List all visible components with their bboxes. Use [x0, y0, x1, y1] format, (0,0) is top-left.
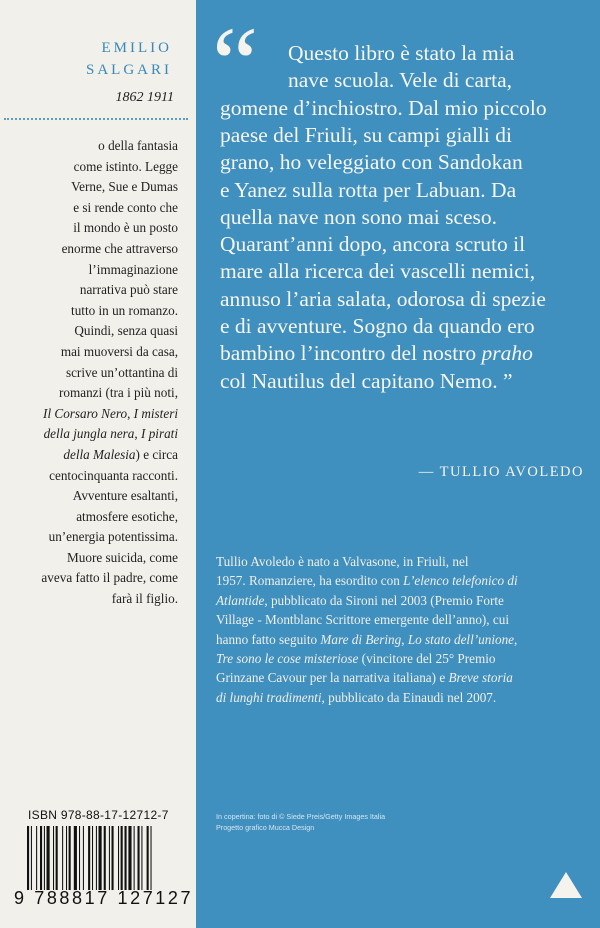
about-text: hanno fatto seguito	[216, 631, 321, 647]
quote-line: col Nautilus del capitano Nemo. ”	[220, 369, 513, 393]
barcode-bar	[121, 826, 123, 890]
about-title: L’elenco telefonico di	[403, 573, 518, 589]
about-title: Atlantide	[216, 592, 265, 608]
barcode-bar	[141, 826, 142, 890]
bio-line: farà il figlio.	[111, 591, 178, 607]
bio-line: Muore suicida, come	[67, 549, 178, 565]
barcode-bar	[151, 826, 152, 890]
bio-line: Il Corsaro Nero, I misteri	[43, 405, 178, 421]
barcode-bar	[36, 826, 37, 890]
barcode-bar	[44, 826, 45, 890]
bio-line: narrativa può stare	[79, 282, 178, 298]
bio-line: scrive un’ottantina di	[65, 364, 178, 380]
about-title: di lunghi tradimenti	[216, 689, 322, 705]
bio-line: Quindi, senza quasi	[74, 323, 178, 339]
barcode-bar	[125, 826, 127, 890]
quote-line: grano, ho veleggiato con Sandokan	[220, 150, 523, 174]
barcode	[26, 826, 186, 890]
bio-text: ) e circa	[135, 446, 178, 462]
quote-line: e di avventure. Sogno da quando ero	[220, 314, 535, 338]
credit-line: Progetto grafico Mucca Design	[216, 822, 315, 832]
about-text: ,	[514, 631, 518, 647]
bio-line: l’immaginazione	[88, 261, 178, 277]
barcode-bar	[92, 826, 93, 890]
barcode-bar	[147, 826, 149, 890]
bio-line: mai muoversi da casa,	[60, 343, 178, 359]
about-line	[216, 571, 584, 590]
quote-line: paese del Friuli, su campi gialli di	[220, 123, 512, 147]
quote-line: annuso l’aria salata, odorosa di spezie	[220, 287, 546, 311]
author-last-name: SALGARI	[85, 62, 172, 78]
bio-line: Verne, Sue e Dumas	[71, 179, 178, 195]
barcode-bar	[96, 826, 97, 890]
left-column	[0, 0, 196, 928]
bio-title: I pirati	[141, 426, 178, 442]
barcode-bar	[83, 826, 84, 890]
barcode-bar	[88, 826, 90, 890]
barcode-bar	[104, 826, 106, 890]
barcode-bar	[69, 826, 71, 890]
about-line: Tullio Avoledo è nato a Valvasone, in Friuli, nel	[216, 554, 469, 569]
author-years: 1862 1911	[115, 90, 174, 105]
isbn-label: ISBN 978-88-17-12712-7	[28, 808, 169, 822]
about-title: Tre sono le cose misteriose	[216, 651, 359, 667]
barcode-bar	[99, 826, 102, 890]
barcode-bar	[27, 826, 29, 890]
bio-line: Avventure esaltanti,	[72, 488, 178, 504]
barcode-bar	[66, 826, 67, 890]
about-text: ,	[401, 631, 408, 647]
bio-line: il mondo è un posto	[73, 220, 178, 236]
about-title: Mare di Bering	[320, 631, 402, 647]
publisher-triangle-logo-icon	[550, 872, 582, 898]
bio-line: enorme che attraverso	[61, 240, 178, 256]
bio-line: un’energia potentissima.	[48, 529, 178, 545]
dotted-divider	[4, 118, 188, 120]
about-line	[216, 630, 584, 649]
bio-title: I misteri	[133, 405, 178, 421]
quote-line: Quarant’anni dopo, ancora scruto il	[220, 232, 526, 256]
quote-line: Questo libro è stato la mia	[288, 41, 515, 65]
bio-title: Il Corsaro Nero	[43, 405, 128, 421]
barcode-bar	[40, 826, 42, 890]
bio-line: tutto in un romanzo.	[71, 302, 178, 318]
bio-line: atmosfere esotiche,	[76, 508, 178, 524]
quote-line: e Yanez sulla rotta per Labuan. Da	[220, 178, 517, 202]
bio-title: della jungla nera	[43, 426, 135, 442]
about-title: Lo stato dell’unione	[407, 631, 515, 647]
barcode-bar	[62, 826, 63, 890]
about-line: Village - Montblanc Scrittore emergente dell’anno), cui	[216, 612, 510, 628]
quote-line: quella nave non sono mai sceso.	[220, 205, 498, 229]
bio-line: della jungla nera, I pirati	[43, 426, 178, 442]
barcode-number: 9 788817 127127	[14, 888, 194, 908]
barcode-bar	[134, 826, 135, 890]
barcode-bar	[31, 826, 32, 890]
about-line	[216, 668, 584, 687]
barcode-bar	[138, 826, 140, 890]
quote-line: mare alla ricerca dei vascelli nemici,	[220, 259, 536, 283]
barcode-bar	[109, 826, 110, 890]
about-text: , pubblicato da Sironi nel 2003 (Premio Forte	[264, 592, 504, 608]
bio-line	[10, 445, 178, 466]
quote-line: gomene d’inchiostro. Dal mio piccolo	[220, 96, 547, 120]
about-text: 1957. Romanziere, ha esordito con	[216, 573, 404, 589]
quote-mark-icon: “	[212, 6, 259, 121]
about-text: , pubblicato da Einaudi nel 2007.	[321, 689, 497, 705]
quote-panel	[196, 0, 600, 928]
barcode-bar	[47, 826, 50, 890]
author-biography	[10, 136, 178, 610]
about-text: Grinzane Cavour per la narrativa italiana) e	[216, 670, 449, 686]
barcode-bar	[79, 826, 80, 890]
about-line	[216, 649, 584, 668]
bio-line: aveva fatto il padre, come	[41, 570, 178, 586]
barcode-bar	[128, 826, 131, 890]
about-title: Breve storia	[448, 670, 513, 686]
barcode-bar	[53, 826, 54, 890]
bio-line: romanzi (tra i più noti,	[58, 385, 178, 401]
quote-line	[220, 340, 533, 367]
bio-line: e si rende conto che	[73, 199, 178, 215]
quote-text-part: bambino l’incontro del nostro	[220, 341, 482, 365]
barcode-bar	[112, 826, 114, 890]
quote-line: nave scuola. Vele di carta,	[288, 68, 513, 92]
barcode-bar	[56, 826, 58, 890]
about-text: (vincitore del 25° Premio	[358, 651, 496, 667]
credit-line: In copertina: foto di © Siede Preis/Getty Images Italia	[216, 812, 386, 821]
about-author	[216, 552, 584, 707]
about-line	[216, 688, 584, 707]
barcode-bar	[74, 826, 77, 890]
quote-italic-word: praho	[481, 341, 533, 365]
about-line	[216, 591, 584, 610]
cover-credits	[216, 812, 385, 833]
barcode-bar	[118, 826, 119, 890]
author-first-name: EMILIO	[101, 40, 172, 56]
bio-line: come istinto. Legge	[73, 158, 178, 174]
bio-line: o della fantasia	[98, 138, 178, 153]
bio-title: della Malesia	[63, 446, 136, 462]
bio-line: centocinquanta racconti.	[49, 467, 178, 483]
quote-attribution: — TULLIO AVOLEDO	[418, 464, 584, 480]
